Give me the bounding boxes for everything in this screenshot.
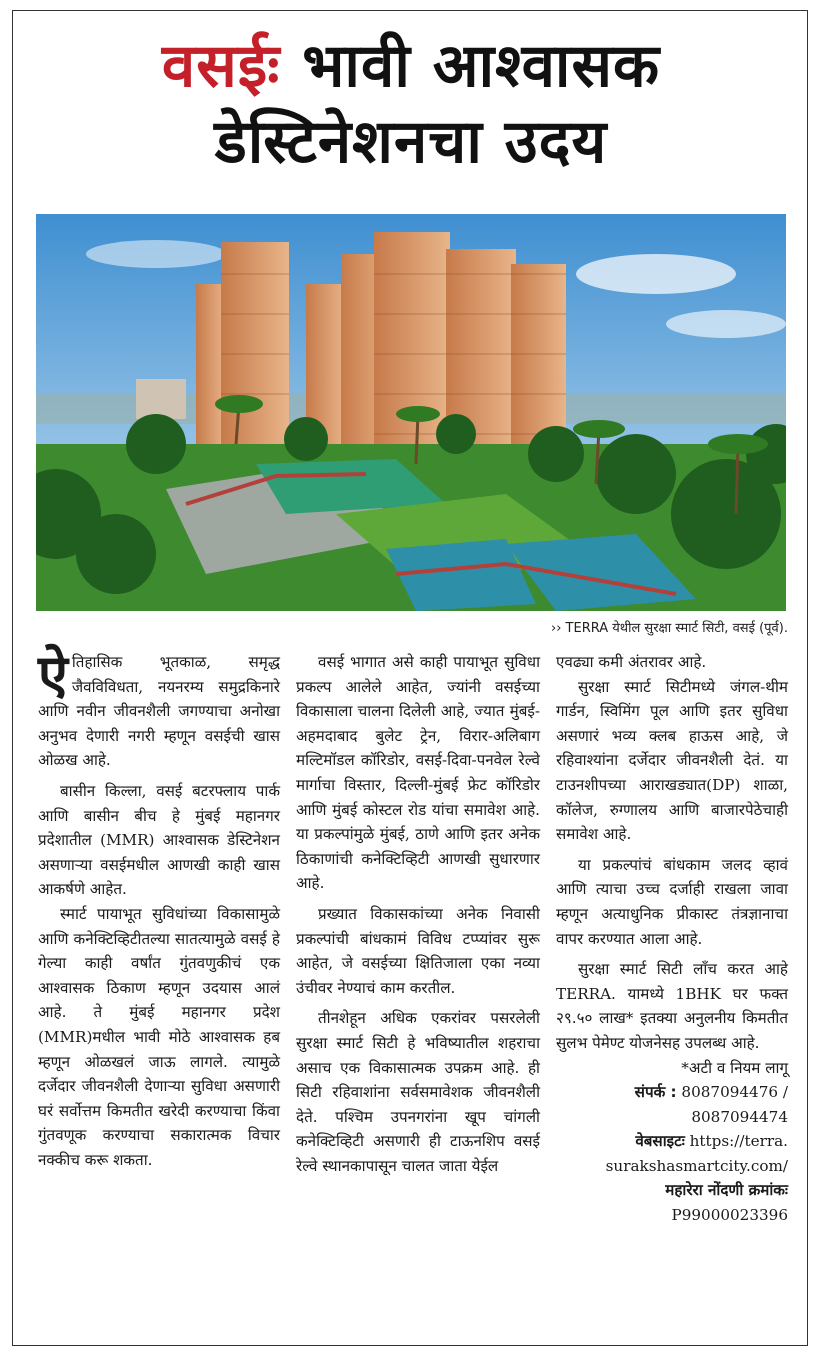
headline-highlight: वसईः: [161, 31, 281, 101]
headline-line-1-rest: भावी आश्वासक: [280, 31, 661, 101]
photo-caption: ›› TERRA येथील सुरक्षा स्मार्ट सिटी, वसई (पूर्व).: [551, 621, 788, 636]
rera-number: P99000023396: [671, 1206, 788, 1225]
headline-line-1: [0, 28, 822, 104]
paragraph-2: बासीन किल्ला, वसई बटरफ्लाय पार्क आणि बासीन बीच हे मुंबई महानगर प्रदेशातील (MMR) आश्वासक डेस्टिनेशन असणाऱ्या वसईमधील आणखी काही खास आकर्षणे आहेत.: [38, 781, 280, 899]
paragraph-7-continued: एवढ्या कमी अंतरावर आहे.: [556, 653, 707, 671]
paragraph-6: तीनशेहून अधिक एकरांवर पसरलेली सुरक्षा स्मार्ट सिटी हे भविष्यातील शहराचा असाच एक विकासात्मक उपक्रम आहे. ही सिटी रहिवाशांना सर्वसमावेशक जीवनशैली देते. पश्चिम उपनगरांना खूप चांगली कनेक्टिव्हिटी असणारी ही टाऊनशिप वसई रेल्वे स्थानकापासून चालत जाता येईल: [296, 1009, 540, 1175]
paragraph-1-text: तिहासिक भूतकाळ, समृद्ध जैवविविधता, नयनरम्य समुद्रकिनारे आणि नवीन जीवनशैली जगण्याचा अनोखा अनुभव देणारी नगरी म्हणून वसईची खास ओळख आहे.: [38, 653, 280, 770]
paragraph-4: वसई भागात असे काही पायाभूत सुविधा प्रकल्प आलेले आहेत, ज्यांनी वसईच्या विकासाला चालना दिलेली आहे, ज्यात मुंबई-अहमदाबाद बुलेट ट्रेन, विरार-अलिबाग मल्टिमॉडल कॉरिडोर, वसई-दिवा-पनवेल रेल्वे मार्गाचा विस्तार, दिल्ली-मुंबई फ्रेट कॉरिडोर आणि मुंबई कोस्टल रोड यांचा समावेश आहे. या प्रकल्पांमुळे मुंबई, ठाणे आणि इतर अनेक ठिकाणांची कनेक्टिव्हिटी आणखी सुधारणार आहे.: [296, 653, 540, 893]
website-link-part-1[interactable]: https://terra.: [689, 1132, 788, 1151]
contact-label: संपर्क :: [634, 1083, 677, 1102]
paragraph-8: सुरक्षा स्मार्ट सिटीमध्ये जंगल-थीम गार्डन, स्विमिंग पूल आणि इतर सुविधा असणारं भव्य क्लब हाऊस आहे, जे रहिवाश्यांना दर्जेदार जीवनशैली देतं. या टाउनशीपच्या आराखड्यात(DP) शाळा, कॉलेज, रुग्णालय आणि बाजारपेठेचाही समावेश आहे.: [556, 677, 788, 844]
phone-2[interactable]: 8087094474: [691, 1107, 788, 1126]
contact-line: [556, 1080, 788, 1105]
drop-cap: ऐ: [38, 643, 68, 706]
column-3: [556, 650, 788, 1228]
headline: [0, 28, 822, 180]
paragraph-10: सुरक्षा स्मार्ट सिटी लाँच करत आहे TERRA. यामध्ये 1BHK घर फक्त २९.५० लाख* इतक्या अनुलनीय किमतीत सुलभ पेमेण्ट योजनेसह उपलब्ध आहे.: [556, 960, 788, 1052]
township-photo: [36, 214, 786, 611]
paragraph-9: या प्रकल्पांचं बांधकाम जलद व्हावं आणि त्याचा उच्च दर्जाही राखला जावा म्हणून अत्याधुनिक प्रीकास्ट तंत्रज्ञानाचा वापर करण्यात आला आहे.: [556, 855, 788, 948]
terms-note: *अटी व नियम लागू: [681, 1058, 788, 1077]
column-1: [38, 643, 280, 1172]
website-link-part-2[interactable]: surakshasmartcity.com/: [605, 1156, 788, 1175]
phone-1[interactable]: 8087094476 /: [681, 1083, 788, 1102]
paragraph-5: प्रख्यात विकासकांच्या अनेक निवासी प्रकल्पांची बांधकामं विविध टप्प्यांवर सुरू आहेत, जे वसईच्या क्षितिजाला एका नव्या उंचीवर नेण्याचं काम करतील.: [296, 904, 540, 997]
rera-label: महारेरा नोंदणी क्रमांकः: [665, 1181, 788, 1200]
column-2: [296, 650, 540, 1178]
headline-line-2: डेस्टिनेशनचा उदय: [214, 107, 608, 177]
website-line: [556, 1129, 788, 1154]
paragraph-1: [38, 643, 280, 773]
website-label: वेबसाइटः: [635, 1132, 685, 1151]
paragraph-3: स्मार्ट पायाभूत सुविधांच्या विकासामुळे आणि कनेक्टिव्हिटीतल्या सातत्यामुळे वसई हे गेल्या काही वर्षांत गुंतवणुकीचं एक आश्वासक ठिकाण म्हणून उदयास आलं आहे. ते मुंबई महानगर प्रदेश (MMR)मधील भावी मोठे आश्वासक हब म्हणून ओळखलं जाऊ लागले. त्यामुळे दर्जेदार जीवनशैली देणाऱ्या सुविधा असणारी घरं सर्वोत्तम किमतीत खरेदी करण्याचा किंवा गुंतवणूक करण्याचा सकारात्मक विचार नक्कीच करू शकता.: [38, 904, 280, 1169]
